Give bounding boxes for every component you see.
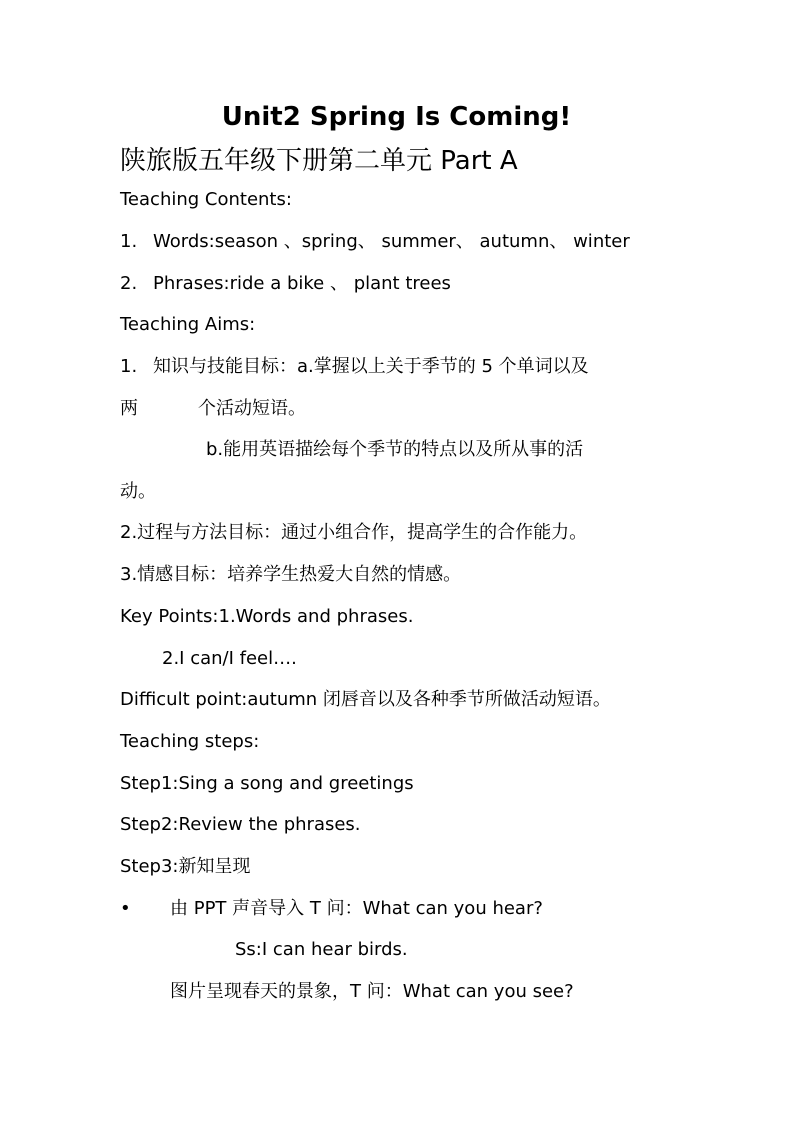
- aim-1-line-1: [120, 355, 589, 379]
- step-1: Step1:Sing a song and greetings: [120, 773, 414, 794]
- contents-item-2: [120, 272, 451, 296]
- aim-2: 2.过程与方法目标：通过小组合作，提高学生的合作能力。: [120, 522, 588, 543]
- contents-item-1: [120, 230, 630, 254]
- aim-1-line-2: [120, 397, 306, 421]
- contents-item-text: Words:season 、spring、 summer、 autumn、 winter: [153, 231, 630, 252]
- contents-item-number: 2.: [120, 273, 138, 294]
- aim-text-b: 个活动短语。: [198, 398, 306, 419]
- document-subtitle: 陕旅版五年级下册第二单元 Part A: [120, 146, 518, 176]
- teaching-aims-heading: Teaching Aims:: [120, 314, 256, 335]
- difficult-point: Difficult point:autumn 闭唇音以及各种季节所做活动短语。: [120, 689, 611, 710]
- contents-item-number: 1.: [120, 231, 138, 252]
- step-2: Step2:Review the phrases.: [120, 814, 361, 835]
- teaching-contents-heading: Teaching Contents:: [120, 189, 292, 210]
- aim-1b-line-1: b.能用英语描绘每个季节的特点以及所从事的活: [206, 439, 584, 460]
- bullet-icon: •: [120, 898, 131, 919]
- aim-text-a: 两: [120, 398, 138, 419]
- bullet-line: 由 PPT 声音导入 T 问：What can you hear?: [170, 898, 543, 919]
- key-points-line-2: 2.I can/I feel….: [162, 648, 297, 669]
- answer-line: Ss:I can hear birds.: [235, 939, 408, 960]
- contents-item-text: Phrases:ride a bike 、 plant trees: [153, 273, 451, 294]
- picture-line: 图片呈现春天的景象，T 问：What can you see?: [170, 981, 574, 1002]
- aim-1b-line-2: 动。: [120, 481, 156, 502]
- aim-number: 1.: [120, 356, 138, 377]
- teaching-steps-heading: Teaching steps:: [120, 731, 260, 752]
- aim-3: 3.情感目标：培养学生热爱大自然的情感。: [120, 564, 462, 585]
- aim-text: 知识与技能目标：a.掌握以上关于季节的 5 个单词以及: [153, 356, 589, 377]
- step-3: Step3:新知呈现: [120, 856, 251, 877]
- key-points-line-1: Key Points:1.Words and phrases.: [120, 606, 414, 627]
- document-title: Unit2 Spring Is Coming!: [221, 102, 572, 132]
